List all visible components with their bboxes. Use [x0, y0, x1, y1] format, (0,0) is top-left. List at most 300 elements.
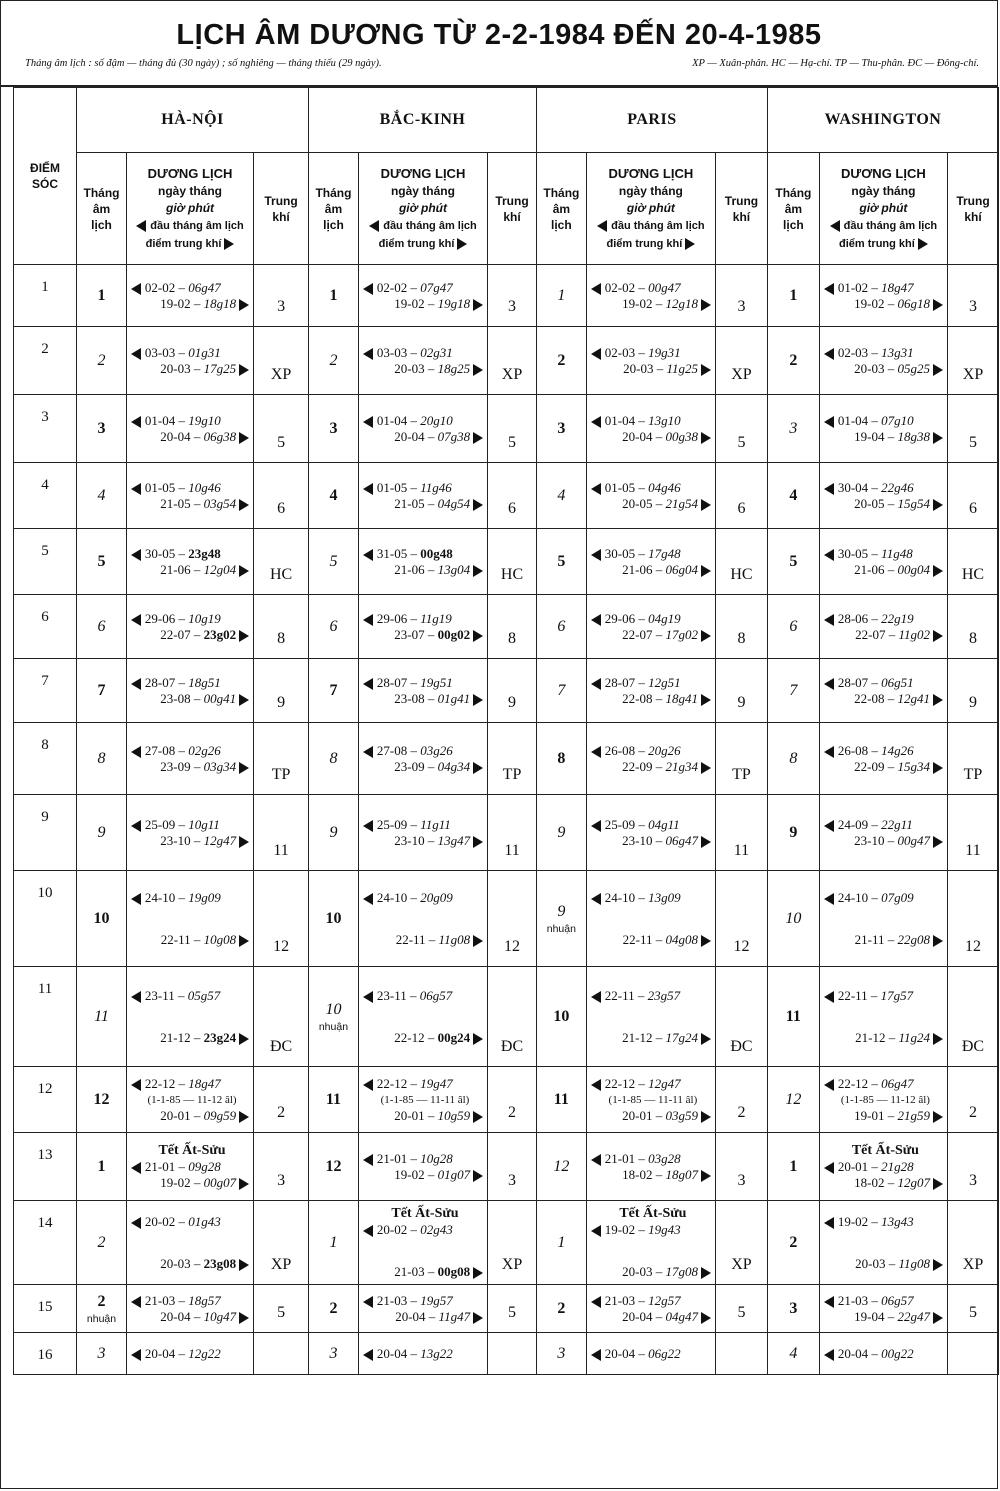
lunar-month-cell: 10 [309, 871, 359, 967]
solar-term-cell: HC [488, 529, 537, 595]
solar-date-cell: 29-06 – 10g19 22-07 – 23g02 [126, 595, 253, 659]
arrow-left-icon [824, 1079, 834, 1091]
table-row [14, 595, 999, 659]
arrow-right-icon [473, 364, 483, 376]
lunar-month-cell: 8 [309, 723, 359, 795]
solar-date-cell: 22-11 – 17g57 21-12 – 11g24 [819, 967, 947, 1067]
solar-date-cell: 21-03 – 19g57 20-04 – 11g47 [358, 1285, 487, 1333]
solar-term-cell: 5 [488, 1285, 537, 1333]
solar-date-cell: 29-06 – 04g19 22-07 – 17g02 [586, 595, 715, 659]
diem-soc-cell: 7 [14, 659, 77, 723]
arrow-right-icon [933, 299, 943, 311]
arrow-right-icon [473, 1267, 483, 1279]
arrow-left-icon [830, 220, 840, 232]
solar-term-cell: XP [716, 327, 768, 395]
solar-term-cell: HC [948, 529, 999, 595]
solar-term-cell: 5 [716, 395, 768, 463]
solar-term-cell: TP [254, 723, 309, 795]
solar-term-cell: 5 [716, 1285, 768, 1333]
diem-soc-cell: 10 [14, 871, 77, 967]
diem-soc-cell: 6 [14, 595, 77, 659]
arrow-right-icon [701, 565, 711, 577]
arrow-left-icon [824, 1162, 834, 1174]
lunar-month-cell: 10 [767, 871, 819, 967]
solar-term-cell: 9 [254, 659, 309, 723]
arrow-left-icon [591, 1225, 601, 1237]
solar-term-cell: 3 [948, 1133, 999, 1201]
solar-term-cell: 5 [254, 1285, 309, 1333]
arrow-left-icon [824, 991, 834, 1003]
lunar-month-cell: 7 [77, 659, 127, 723]
arrow-left-icon [363, 991, 373, 1003]
arrow-right-icon [473, 694, 483, 706]
arrow-left-icon [363, 1225, 373, 1237]
solar-date-cell: 02-03 – 13g31 20-03 – 05g25 [819, 327, 947, 395]
city-header-hanoi: HÀ-NỘI [77, 88, 309, 153]
solar-term-cell: XP [948, 327, 999, 395]
diem-soc-cell: 3 [14, 395, 77, 463]
solar-date-cell: 27-08 – 03g26 23-09 – 04g34 [358, 723, 487, 795]
solar-date-cell: 21-01 – 03g28 18-02 – 18g07 [586, 1133, 715, 1201]
solar-term-cell: 3 [254, 1133, 309, 1201]
arrow-right-icon [473, 762, 483, 774]
diem-soc-cell: 5 [14, 529, 77, 595]
lunar-month-cell: 5 [77, 529, 127, 595]
solar-date-cell: 26-08 – 20g26 22-09 – 21g34 [586, 723, 715, 795]
arrow-right-icon [457, 238, 467, 250]
solar-term-cell [716, 1333, 768, 1375]
lunar-month-cell: 12 [309, 1133, 359, 1201]
solar-date-cell: 31-05 – 00g48 21-06 – 13g04 [358, 529, 487, 595]
arrow-right-icon [701, 499, 711, 511]
lunar-month-cell: 11 [767, 967, 819, 1067]
solar-date-cell: 28-07 – 06g51 22-08 – 12g41 [819, 659, 947, 723]
table-row [14, 1285, 999, 1333]
solar-term-column-header: Trung khí [254, 153, 309, 265]
diem-soc-cell: 4 [14, 463, 77, 529]
arrow-left-icon [363, 283, 373, 295]
solar-date-cell: 24-10 – 07g09 21-11 – 22g08 [819, 871, 947, 967]
lunar-month-cell: 5 [309, 529, 359, 595]
arrow-right-icon [701, 694, 711, 706]
lunar-month-cell: 1 [767, 265, 819, 327]
arrow-left-icon [591, 820, 601, 832]
arrow-left-icon [131, 678, 141, 690]
arrow-right-icon [239, 364, 249, 376]
solar-term-cell: TP [488, 723, 537, 795]
solar-date-cell: 24-10 – 13g09 22-11 – 04g08 [586, 871, 715, 967]
arrow-left-icon [131, 820, 141, 832]
table-row [14, 1067, 999, 1133]
solar-date-cell: 28-07 – 19g51 23-08 – 01g41 [358, 659, 487, 723]
legend-note-terms: XP — Xuân-phân. HC — Hạ-chí. TP — Thu-phân. ĐC — Đông-chí. [692, 58, 979, 69]
solar-term-cell: 11 [254, 795, 309, 871]
solar-term-cell: ĐC [254, 967, 309, 1067]
arrow-left-icon [824, 549, 834, 561]
arrow-right-icon [473, 1170, 483, 1182]
arrow-left-icon [824, 283, 834, 295]
arrow-left-icon [363, 348, 373, 360]
table-row [14, 327, 999, 395]
solar-term-cell: XP [716, 1201, 768, 1285]
solar-date-cell: 25-09 – 04g11 23-10 – 06g47 [586, 795, 715, 871]
arrow-left-icon [824, 820, 834, 832]
lunar-month-cell: 10 [77, 871, 127, 967]
solar-date-cell: 01-04 – 13g10 20-04 – 00g38 [586, 395, 715, 463]
solar-date-cell: 01-04 – 19g10 20-04 – 06g38 [126, 395, 253, 463]
lunar-month-cell: 10 [536, 967, 586, 1067]
arrow-left-icon [824, 348, 834, 360]
solar-date-cell: 30-05 – 23g48 21-06 – 12g04 [126, 529, 253, 595]
arrow-right-icon [933, 694, 943, 706]
diem-soc-cell: 9 [14, 795, 77, 871]
solar-term-cell: 5 [254, 395, 309, 463]
arrow-right-icon [933, 935, 943, 947]
arrow-right-icon [239, 299, 249, 311]
solar-date-cell: 28-07 – 18g51 23-08 – 00g41 [126, 659, 253, 723]
arrow-left-icon [363, 416, 373, 428]
arrow-left-icon [131, 746, 141, 758]
arrow-right-icon [239, 1111, 249, 1123]
arrow-left-icon [591, 991, 601, 1003]
solar-date-cell: 22-12 – 19g47 (1-1-85 — 11-11 âl) 20-01 – 10g59 [358, 1067, 487, 1133]
arrow-left-icon [363, 1154, 373, 1166]
table-row [14, 871, 999, 967]
arrow-right-icon [239, 1178, 249, 1190]
solar-term-cell: 12 [716, 871, 768, 967]
table-row [14, 265, 999, 327]
solar-term-cell: 9 [948, 659, 999, 723]
solar-date-cell: 27-08 – 02g26 23-09 – 03g34 [126, 723, 253, 795]
arrow-right-icon [473, 1111, 483, 1123]
solar-date-cell: 01-05 – 11g46 21-05 – 04g54 [358, 463, 487, 529]
solar-date-cell: 25-09 – 10g11 23-10 – 12g47 [126, 795, 253, 871]
arrow-left-icon [363, 1349, 373, 1361]
solar-date-cell: 28-07 – 12g51 22-08 – 18g41 [586, 659, 715, 723]
solar-term-cell: 2 [488, 1067, 537, 1133]
solar-date-column-header: DƯƠNG LỊCH ngày tháng giờ phút đầu tháng âm lịch điểm trung khí [819, 153, 947, 265]
arrow-right-icon [239, 1259, 249, 1271]
solar-term-cell [254, 1333, 309, 1375]
arrow-left-icon [591, 1349, 601, 1361]
arrow-right-icon [473, 630, 483, 642]
lunar-month-cell: 3 [77, 395, 127, 463]
solar-date-cell: 02-03 – 19g31 20-03 – 11g25 [586, 327, 715, 395]
lunar-month-cell: 4 [767, 463, 819, 529]
solar-date-cell: Tết Ất-Sửu 20-01 – 21g28 18-02 – 12g07 [819, 1133, 947, 1201]
date-note: (1-1-85 — 11-12 âl) [147, 1093, 237, 1106]
arrow-left-icon [131, 348, 141, 360]
solar-date-cell: 01-02 – 18g47 19-02 – 06g18 [819, 265, 947, 327]
city-header-paris: PARIS [536, 88, 767, 153]
tet-label: Tết Ất-Sửu [851, 1142, 919, 1158]
lunar-month-cell: 1 [77, 265, 127, 327]
arrow-left-icon [824, 416, 834, 428]
solar-term-cell: 6 [488, 463, 537, 529]
arrow-right-icon [473, 836, 483, 848]
solar-date-cell: 21-03 – 06g57 19-04 – 22g47 [819, 1285, 947, 1333]
lunar-month-cell: 9 [309, 795, 359, 871]
arrow-right-icon [701, 762, 711, 774]
date-note: (1-1-85 — 11-11 âl) [608, 1093, 698, 1106]
arrow-right-icon [701, 1033, 711, 1045]
solar-term-cell: ĐC [488, 967, 537, 1067]
arrow-left-icon [824, 893, 834, 905]
page-header [1, 1, 997, 87]
arrow-right-icon [933, 1312, 943, 1324]
tet-label: Tết Ất-Sửu [619, 1205, 687, 1221]
solar-term-cell: 2 [948, 1067, 999, 1133]
solar-term-cell: 9 [488, 659, 537, 723]
tet-label: Tết Ất-Sửu [391, 1205, 459, 1221]
lunar-month-cell: 2 [309, 1285, 359, 1333]
arrow-right-icon [701, 630, 711, 642]
diem-soc-cell: 16 [14, 1333, 77, 1375]
solar-date-column-header: DƯƠNG LỊCH ngày tháng giờ phút đầu tháng âm lịch điểm trung khí [126, 153, 253, 265]
solar-date-cell: Tết Ất-Sửu 19-02 – 19g43 20-03 – 17g08 [586, 1201, 715, 1285]
lunar-month-cell: 12 [536, 1133, 586, 1201]
lunar-month-cell: 2 [77, 1201, 127, 1285]
lunar-month-cell: 2 [536, 327, 586, 395]
solar-term-cell: 5 [948, 395, 999, 463]
arrow-left-icon [591, 614, 601, 626]
solar-term-cell: XP [488, 327, 537, 395]
solar-term-cell: ĐC [716, 967, 768, 1067]
lunar-month-cell: 8 [536, 723, 586, 795]
lunar-month-cell: 1 [536, 265, 586, 327]
arrow-left-icon [363, 820, 373, 832]
arrow-left-icon [363, 1079, 373, 1091]
arrow-right-icon [701, 432, 711, 444]
arrow-left-icon [591, 283, 601, 295]
solar-date-cell: 20-02 – 01g43 20-03 – 23g08 [126, 1201, 253, 1285]
table-row [14, 395, 999, 463]
solar-date-cell: 25-09 – 11g11 23-10 – 13g47 [358, 795, 487, 871]
lunar-month-cell: 1 [309, 1201, 359, 1285]
solar-term-cell: 3 [716, 265, 768, 327]
solar-term-cell: 6 [948, 463, 999, 529]
lunar-month-cell: 4 [767, 1333, 819, 1375]
solar-date-cell: 02-02 – 07g47 19-02 – 19g18 [358, 265, 487, 327]
solar-term-cell: 3 [488, 1133, 537, 1201]
arrow-left-icon [591, 1154, 601, 1166]
solar-term-cell: 5 [948, 1285, 999, 1333]
lunar-month-cell: 3 [536, 1333, 586, 1375]
arrow-left-icon [363, 483, 373, 495]
arrow-right-icon [933, 1259, 943, 1271]
arrow-left-icon [824, 614, 834, 626]
lunar-month-cell: 6 [309, 595, 359, 659]
arrow-right-icon [933, 1033, 943, 1045]
arrow-right-icon [473, 1033, 483, 1045]
solar-date-cell: Tết Ất-Sửu 21-01 – 09g28 19-02 – 00g07 [126, 1133, 253, 1201]
lunar-month-cell: 1 [77, 1133, 127, 1201]
solar-term-cell: ĐC [948, 967, 999, 1067]
arrow-left-icon [131, 416, 141, 428]
date-note: (1-1-85 — 11-12 âl) [840, 1093, 930, 1106]
solar-date-cell: 03-03 – 01g31 20-03 – 17g25 [126, 327, 253, 395]
solar-term-cell: 11 [948, 795, 999, 871]
arrow-left-icon [363, 1296, 373, 1308]
solar-term-cell: 11 [716, 795, 768, 871]
solar-date-cell: 01-05 – 04g46 20-05 – 21g54 [586, 463, 715, 529]
table-row [14, 795, 999, 871]
diem-soc-header: ĐIỂM SÓC [14, 88, 77, 265]
solar-date-cell: 01-05 – 10g46 21-05 – 03g54 [126, 463, 253, 529]
arrow-left-icon [591, 1296, 601, 1308]
arrow-left-icon [591, 678, 601, 690]
arrow-right-icon [239, 694, 249, 706]
solar-term-cell: 3 [716, 1133, 768, 1201]
lunar-month-cell: 8 [767, 723, 819, 795]
lunar-month-cell: 6 [536, 595, 586, 659]
lunar-month-cell: 12 [77, 1067, 127, 1133]
solar-date-cell: 30-04 – 22g46 20-05 – 15g54 [819, 463, 947, 529]
table-row [14, 659, 999, 723]
table-row [14, 723, 999, 795]
lunar-month-cell: 12 [767, 1067, 819, 1133]
solar-term-cell: 3 [948, 265, 999, 327]
solar-date-column-header: DƯƠNG LỊCH ngày tháng giờ phút đầu tháng âm lịch điểm trung khí [358, 153, 487, 265]
table-row [14, 463, 999, 529]
solar-term-cell: 3 [488, 265, 537, 327]
arrow-left-icon [131, 283, 141, 295]
leap-month-label: nhuận [546, 922, 576, 935]
diem-soc-cell: 1 [14, 265, 77, 327]
arrow-left-icon [131, 991, 141, 1003]
arrow-left-icon [591, 483, 601, 495]
arrow-right-icon [701, 836, 711, 848]
arrow-right-icon [473, 1312, 483, 1324]
arrow-right-icon [933, 1178, 943, 1190]
arrow-right-icon [933, 565, 943, 577]
arrow-left-icon [591, 549, 601, 561]
solar-term-cell: XP [254, 327, 309, 395]
solar-term-cell [488, 1333, 537, 1375]
table-row [14, 1133, 999, 1201]
lunar-month-cell: 8 [77, 723, 127, 795]
solar-date-cell: 24-10 – 20g09 22-11 – 11g08 [358, 871, 487, 967]
solar-term-cell: 5 [488, 395, 537, 463]
lunar-month-cell: 3 [536, 395, 586, 463]
solar-term-column-header: Trung khí [948, 153, 999, 265]
solar-date-cell: 26-08 – 14g26 22-09 – 15g34 [819, 723, 947, 795]
arrow-left-icon [597, 220, 607, 232]
solar-term-cell: HC [716, 529, 768, 595]
leap-month-label: nhuận [318, 1020, 349, 1033]
lunar-month-cell: 11 [536, 1067, 586, 1133]
arrow-right-icon [701, 1170, 711, 1182]
diem-soc-cell: 12 [14, 1067, 77, 1133]
arrow-right-icon [239, 935, 249, 947]
arrow-left-icon [824, 678, 834, 690]
arrow-right-icon [239, 565, 249, 577]
solar-term-cell: 6 [716, 463, 768, 529]
arrow-right-icon [933, 364, 943, 376]
arrow-right-icon [239, 836, 249, 848]
solar-date-cell: 29-06 – 11g19 23-07 – 00g02 [358, 595, 487, 659]
lunar-month-cell: 2 [767, 327, 819, 395]
solar-date-cell: Tết Ất-Sửu 20-02 – 02g43 21-03 – 00g08 [358, 1201, 487, 1285]
solar-term-cell: 12 [488, 871, 537, 967]
solar-date-column-header: DƯƠNG LỊCH ngày tháng giờ phút đầu tháng âm lịch điểm trung khí [586, 153, 715, 265]
arrow-right-icon [239, 630, 249, 642]
solar-date-cell: 23-11 – 05g57 21-12 – 23g24 [126, 967, 253, 1067]
solar-term-cell: TP [716, 723, 768, 795]
solar-date-cell: 01-04 – 20g10 20-04 – 07g38 [358, 395, 487, 463]
solar-term-cell: 2 [254, 1067, 309, 1133]
arrow-left-icon [363, 746, 373, 758]
solar-date-cell: 19-02 – 13g43 20-03 – 11g08 [819, 1201, 947, 1285]
diem-soc-cell: 15 [14, 1285, 77, 1333]
arrow-left-icon [131, 549, 141, 561]
table-row [14, 967, 999, 1067]
table-row [14, 529, 999, 595]
solar-term-cell: 12 [948, 871, 999, 967]
page-title: LỊCH ÂM DƯƠNG TỪ 2-2-1984 ĐẾN 20-4-1985 [176, 19, 822, 51]
solar-date-cell: 21-03 – 12g57 20-04 – 04g47 [586, 1285, 715, 1333]
lunar-month-cell: 2 [767, 1201, 819, 1285]
solar-date-cell: 21-01 – 10g28 19-02 – 01g07 [358, 1133, 487, 1201]
arrow-right-icon [918, 238, 928, 250]
month-column-header: Tháng âm lịch [767, 153, 819, 265]
arrow-left-icon [591, 746, 601, 758]
solar-date-cell: 20-04 – 00g22 [819, 1333, 947, 1375]
lunar-month-cell: 6 [767, 595, 819, 659]
arrow-left-icon [131, 1217, 141, 1229]
solar-date-cell: 22-11 – 23g57 21-12 – 17g24 [586, 967, 715, 1067]
arrow-right-icon [239, 1312, 249, 1324]
diem-soc-cell: 14 [14, 1201, 77, 1285]
solar-term-cell: TP [948, 723, 999, 795]
solar-date-cell: 20-04 – 13g22 [358, 1333, 487, 1375]
arrow-right-icon [933, 432, 943, 444]
city-header-beijing: BẮC-KINH [309, 88, 537, 153]
lunar-month-cell: 7 [309, 659, 359, 723]
diem-soc-cell: 13 [14, 1133, 77, 1201]
month-column-header: Tháng âm lịch [309, 153, 359, 265]
arrow-right-icon [933, 630, 943, 642]
solar-date-cell: 21-03 – 18g57 20-04 – 10g47 [126, 1285, 253, 1333]
solar-date-cell: 28-06 – 22g19 22-07 – 11g02 [819, 595, 947, 659]
arrow-right-icon [701, 1111, 711, 1123]
arrow-left-icon [824, 746, 834, 758]
solar-term-cell: 8 [254, 595, 309, 659]
lunar-month-cell: 2 nhuận [77, 1285, 127, 1333]
lunar-month-cell: 11 [309, 1067, 359, 1133]
arrow-right-icon [933, 762, 943, 774]
solar-term-cell: 8 [488, 595, 537, 659]
lunar-month-cell: 1 [536, 1201, 586, 1285]
solar-term-column-header: Trung khí [716, 153, 768, 265]
solar-term-cell: 11 [488, 795, 537, 871]
legend-note-months: Tháng âm lịch : số đậm — tháng đủ (30 ngày) ; số nghiêng — tháng thiếu (29 ngày). [25, 58, 382, 69]
lunar-month-cell: 4 [309, 463, 359, 529]
leap-month-label: nhuận [86, 1312, 117, 1325]
solar-term-cell: XP [488, 1201, 537, 1285]
month-column-header: Tháng âm lịch [536, 153, 586, 265]
arrow-left-icon [131, 483, 141, 495]
solar-date-cell: 02-02 – 06g47 19-02 – 18g18 [126, 265, 253, 327]
arrow-right-icon [701, 364, 711, 376]
lunar-month-cell: 1 [309, 265, 359, 327]
solar-term-cell: 3 [254, 265, 309, 327]
date-note: (1-1-85 — 11-11 âl) [380, 1093, 470, 1106]
lunar-month-cell: 7 [767, 659, 819, 723]
month-column-header: Tháng âm lịch [77, 153, 127, 265]
lunar-month-cell: 4 [536, 463, 586, 529]
solar-date-cell: 03-03 – 02g31 20-03 – 18g25 [358, 327, 487, 395]
